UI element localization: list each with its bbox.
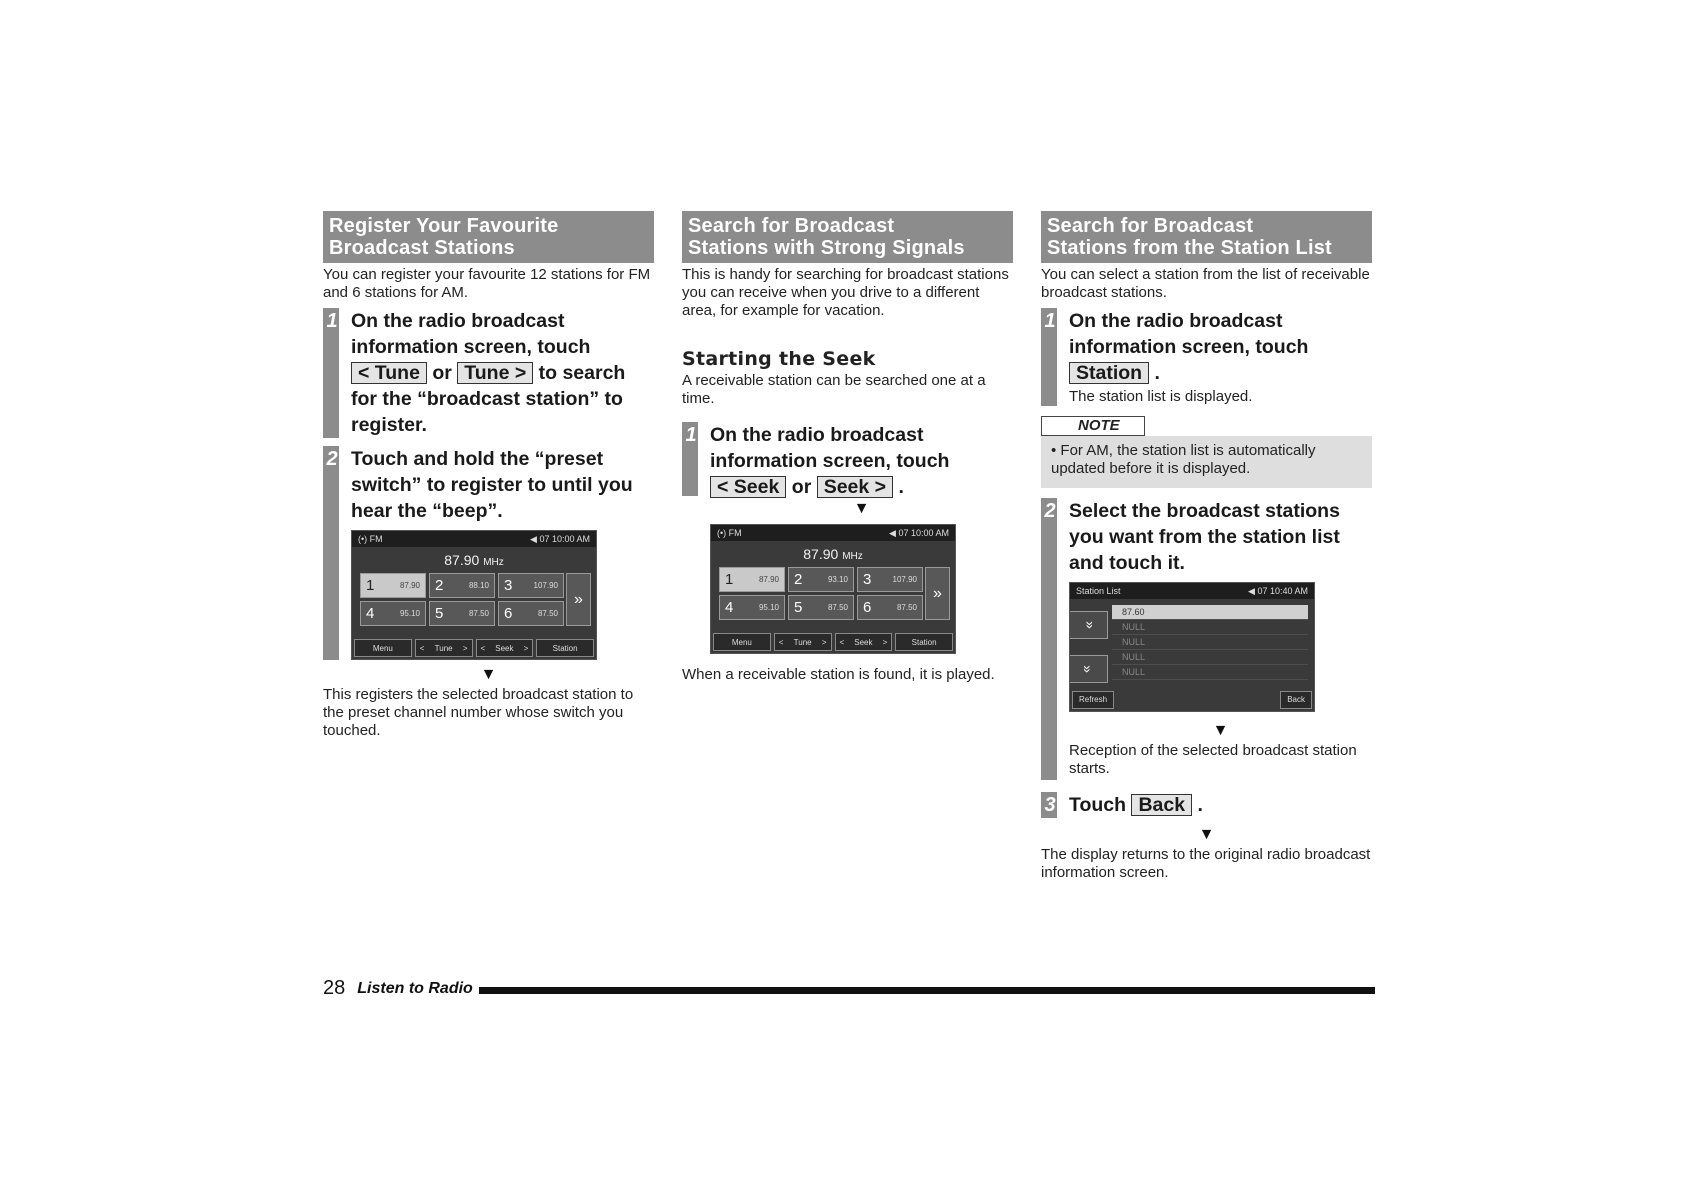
screen-bottom-bar bbox=[713, 633, 953, 651]
preset-frequency: 87.90 bbox=[758, 575, 779, 584]
preset-number: 3 bbox=[504, 577, 513, 594]
preset-button[interactable] bbox=[788, 567, 854, 592]
preset-number: 2 bbox=[435, 577, 444, 594]
station-list-screen bbox=[1069, 582, 1315, 712]
result-text: The display returns to the original radio broadcast information screen. bbox=[1041, 846, 1371, 881]
seek-label: Seek bbox=[495, 643, 514, 653]
down-arrow-icon: ▼ bbox=[853, 500, 870, 517]
scroll-controls bbox=[1074, 605, 1102, 693]
heading-line-2: Stations with Strong Signals bbox=[688, 237, 965, 259]
column-register-favourites bbox=[323, 211, 654, 740]
tune-next-key: Tune > bbox=[457, 362, 533, 384]
station-key: Station bbox=[1069, 362, 1149, 384]
preset-button[interactable] bbox=[857, 567, 923, 592]
screen-bottom-bar bbox=[354, 639, 594, 657]
more-presets-button[interactable]: » bbox=[566, 573, 591, 626]
band-label: (•) FM bbox=[717, 528, 742, 538]
result-text: When a receivable station is found, it is played. bbox=[682, 666, 995, 683]
frequency-unit: MHz bbox=[483, 557, 504, 568]
step-2 bbox=[1041, 498, 1372, 780]
list-item[interactable]: NULL bbox=[1112, 620, 1308, 635]
preset-frequency: 88.10 bbox=[468, 581, 489, 590]
step-text bbox=[710, 422, 1013, 500]
list-item[interactable]: 87.60 bbox=[1112, 605, 1308, 620]
step-text bbox=[351, 308, 654, 438]
preset-frequency: 87.50 bbox=[468, 609, 489, 618]
preset-number: 5 bbox=[435, 605, 444, 622]
down-arrow-icon: ▼ bbox=[1198, 826, 1215, 843]
period: . bbox=[1197, 794, 1203, 816]
preset-number: 3 bbox=[863, 571, 872, 588]
band-label: (•) FM bbox=[358, 534, 383, 544]
more-presets-button[interactable]: » bbox=[925, 567, 950, 620]
section-heading bbox=[1041, 211, 1372, 263]
preset-frequency: 95.10 bbox=[399, 609, 420, 618]
heading-line-1: Register Your Favourite bbox=[329, 215, 559, 237]
list-item[interactable]: NULL bbox=[1112, 650, 1308, 665]
step-text bbox=[1069, 308, 1372, 386]
step-text-a: Touch bbox=[1069, 794, 1127, 816]
preset-button[interactable] bbox=[498, 573, 564, 598]
list-item[interactable]: NULL bbox=[1112, 665, 1308, 680]
frequency-value: 87.90 bbox=[444, 552, 480, 568]
scroll-up-button[interactable]: « bbox=[1069, 611, 1108, 639]
preset-frequency: 107.90 bbox=[533, 581, 558, 590]
preset-number: 1 bbox=[725, 571, 734, 588]
step-text-b: to search for the “broadcast station” to register. bbox=[351, 362, 626, 436]
step-1 bbox=[1041, 308, 1372, 406]
tune-prev-key: < Tune bbox=[351, 362, 427, 384]
chevron-right-icon: > bbox=[821, 637, 827, 647]
down-arrow-icon: ▼ bbox=[480, 666, 497, 683]
preset-grid bbox=[360, 573, 564, 626]
note-label: NOTE bbox=[1041, 416, 1145, 436]
step-3 bbox=[1041, 792, 1372, 818]
tune-button[interactable] bbox=[415, 639, 473, 657]
preset-frequency: 87.50 bbox=[896, 603, 917, 612]
preset-button[interactable] bbox=[360, 601, 426, 626]
preset-frequency: 95.10 bbox=[758, 603, 779, 612]
preset-number: 4 bbox=[725, 599, 734, 616]
preset-grid bbox=[719, 567, 923, 620]
radio-screen bbox=[351, 530, 597, 660]
chevron-right-icon: > bbox=[882, 637, 888, 647]
step-bar bbox=[1041, 498, 1057, 780]
preset-number: 1 bbox=[366, 577, 375, 594]
screen-bottom-bar bbox=[1072, 691, 1312, 709]
screen-top-bar bbox=[1070, 583, 1314, 599]
chevron-left-icon: < bbox=[480, 643, 486, 653]
step-number: 1 bbox=[326, 310, 338, 332]
page-number: 28 bbox=[323, 977, 346, 999]
preset-button[interactable] bbox=[429, 573, 495, 598]
step-number: 1 bbox=[1044, 310, 1056, 332]
back-key: Back bbox=[1131, 794, 1192, 816]
result-text: This registers the selected broadcast station to the preset channel number whose switch you touched. bbox=[323, 686, 634, 739]
preset-number: 5 bbox=[794, 599, 803, 616]
scroll-down-button[interactable]: » bbox=[1069, 655, 1108, 683]
tune-label: Tune bbox=[793, 637, 812, 647]
seek-next-key: Seek > bbox=[817, 476, 893, 498]
preset-number: 2 bbox=[794, 571, 803, 588]
station-button[interactable]: Station bbox=[895, 633, 953, 651]
step-number: 1 bbox=[685, 424, 697, 446]
tune-label: Tune bbox=[434, 643, 453, 653]
preset-button[interactable] bbox=[719, 567, 785, 592]
seek-button[interactable] bbox=[835, 633, 893, 651]
sub-intro-text: A receivable station can be searched one at a time. bbox=[682, 372, 986, 407]
status-clock: ◀ 07 10:40 AM bbox=[1248, 586, 1308, 596]
step-text-a: On the radio broadcast information screen, touch bbox=[710, 424, 950, 472]
step-1 bbox=[323, 308, 654, 438]
chevron-left-icon: < bbox=[419, 643, 425, 653]
frequency-display bbox=[711, 544, 955, 567]
status-clock: ◀ 07 10:00 AM bbox=[889, 528, 949, 538]
radio-screen bbox=[710, 524, 956, 654]
station-list-title: Station List bbox=[1076, 586, 1121, 596]
chevron-left-icon: < bbox=[839, 637, 845, 647]
step-text bbox=[1069, 792, 1372, 818]
screen-top-bar bbox=[711, 525, 955, 541]
column-station-list bbox=[1041, 211, 1372, 882]
chevron-right-icon: > bbox=[523, 643, 529, 653]
seek-button[interactable] bbox=[476, 639, 534, 657]
back-button[interactable]: Back bbox=[1280, 691, 1312, 709]
list-item[interactable]: NULL bbox=[1112, 635, 1308, 650]
preset-frequency: 87.50 bbox=[537, 609, 558, 618]
step-text-a: On the radio broadcast information screen, touch bbox=[1069, 310, 1309, 358]
preset-button[interactable] bbox=[788, 595, 854, 620]
page-footer bbox=[323, 977, 1375, 1000]
frequency-unit: MHz bbox=[842, 551, 863, 562]
period: . bbox=[898, 476, 904, 498]
step-text: Touch and hold the “preset switch” to register to until you hear the “beep”. bbox=[351, 448, 633, 522]
preset-button[interactable] bbox=[857, 595, 923, 620]
preset-number: 6 bbox=[863, 599, 872, 616]
refresh-button[interactable]: Refresh bbox=[1072, 691, 1114, 709]
heading-line-2: Stations from the Station List bbox=[1047, 237, 1332, 259]
preset-number: 6 bbox=[504, 605, 513, 622]
or-text: or bbox=[791, 476, 812, 498]
note-text: • For AM, the station list is automatically updated before it is displayed. bbox=[1041, 436, 1372, 488]
note-block bbox=[1041, 416, 1372, 488]
tune-button[interactable] bbox=[774, 633, 832, 651]
section-heading bbox=[682, 211, 1013, 263]
step-2 bbox=[323, 446, 654, 660]
menu-button[interactable]: Menu bbox=[713, 633, 771, 651]
frequency-display bbox=[352, 550, 596, 573]
section-heading bbox=[323, 211, 654, 263]
or-text: or bbox=[432, 362, 452, 384]
column-seek-strong-signals bbox=[682, 211, 1013, 684]
heading-line-2: Broadcast Stations bbox=[329, 237, 515, 259]
footer-rule bbox=[479, 987, 1375, 994]
preset-frequency: 87.90 bbox=[399, 581, 420, 590]
heading-line-1: Search for Broadcast bbox=[688, 215, 895, 237]
step-number: 2 bbox=[326, 448, 338, 470]
sub-heading: Starting the Seek bbox=[682, 348, 876, 370]
menu-button[interactable]: Menu bbox=[354, 639, 412, 657]
step-text: Select the broadcast stations you want from the station list and touch it. bbox=[1069, 500, 1340, 574]
step-text-a: On the radio broadcast information screen, touch bbox=[351, 310, 591, 358]
period: . bbox=[1154, 362, 1160, 384]
intro-text: You can register your favourite 12 stations for FM and 6 stations for AM. bbox=[323, 266, 651, 301]
preset-button[interactable] bbox=[360, 573, 426, 598]
frequency-value: 87.90 bbox=[803, 546, 839, 562]
step-sub-text: The station list is displayed. bbox=[1069, 388, 1253, 405]
station-button[interactable]: Station bbox=[536, 639, 594, 657]
step-1 bbox=[682, 422, 1013, 654]
step-number: 2 bbox=[1044, 500, 1056, 522]
preset-frequency: 87.50 bbox=[827, 603, 848, 612]
chevron-left-icon: < bbox=[778, 637, 784, 647]
chapter-title: Listen to Radio bbox=[357, 979, 473, 997]
intro-text: You can select a station from the list of receivable broadcast stations. bbox=[1041, 266, 1370, 301]
seek-prev-key: < Seek bbox=[710, 476, 786, 498]
preset-number: 4 bbox=[366, 605, 375, 622]
heading-line-1: Search for Broadcast bbox=[1047, 215, 1254, 237]
preset-button[interactable] bbox=[719, 595, 785, 620]
step-number: 3 bbox=[1044, 794, 1056, 816]
station-rows bbox=[1112, 605, 1308, 680]
preset-button[interactable] bbox=[429, 601, 495, 626]
step-bar bbox=[323, 446, 339, 660]
preset-frequency: 107.90 bbox=[892, 575, 917, 584]
chevron-right-icon: > bbox=[462, 643, 468, 653]
preset-frequency: 93.10 bbox=[827, 575, 848, 584]
screen-top-bar bbox=[352, 531, 596, 547]
down-arrow-icon: ▼ bbox=[1212, 722, 1229, 739]
intro-text: This is handy for searching for broadcast stations you can receive when you drive to a different area, for example for vacation. bbox=[682, 266, 1009, 319]
step-result-text: Reception of the selected broadcast station starts. bbox=[1069, 742, 1357, 777]
status-clock: ◀ 07 10:00 AM bbox=[530, 534, 590, 544]
seek-label: Seek bbox=[854, 637, 873, 647]
preset-button[interactable] bbox=[498, 601, 564, 626]
